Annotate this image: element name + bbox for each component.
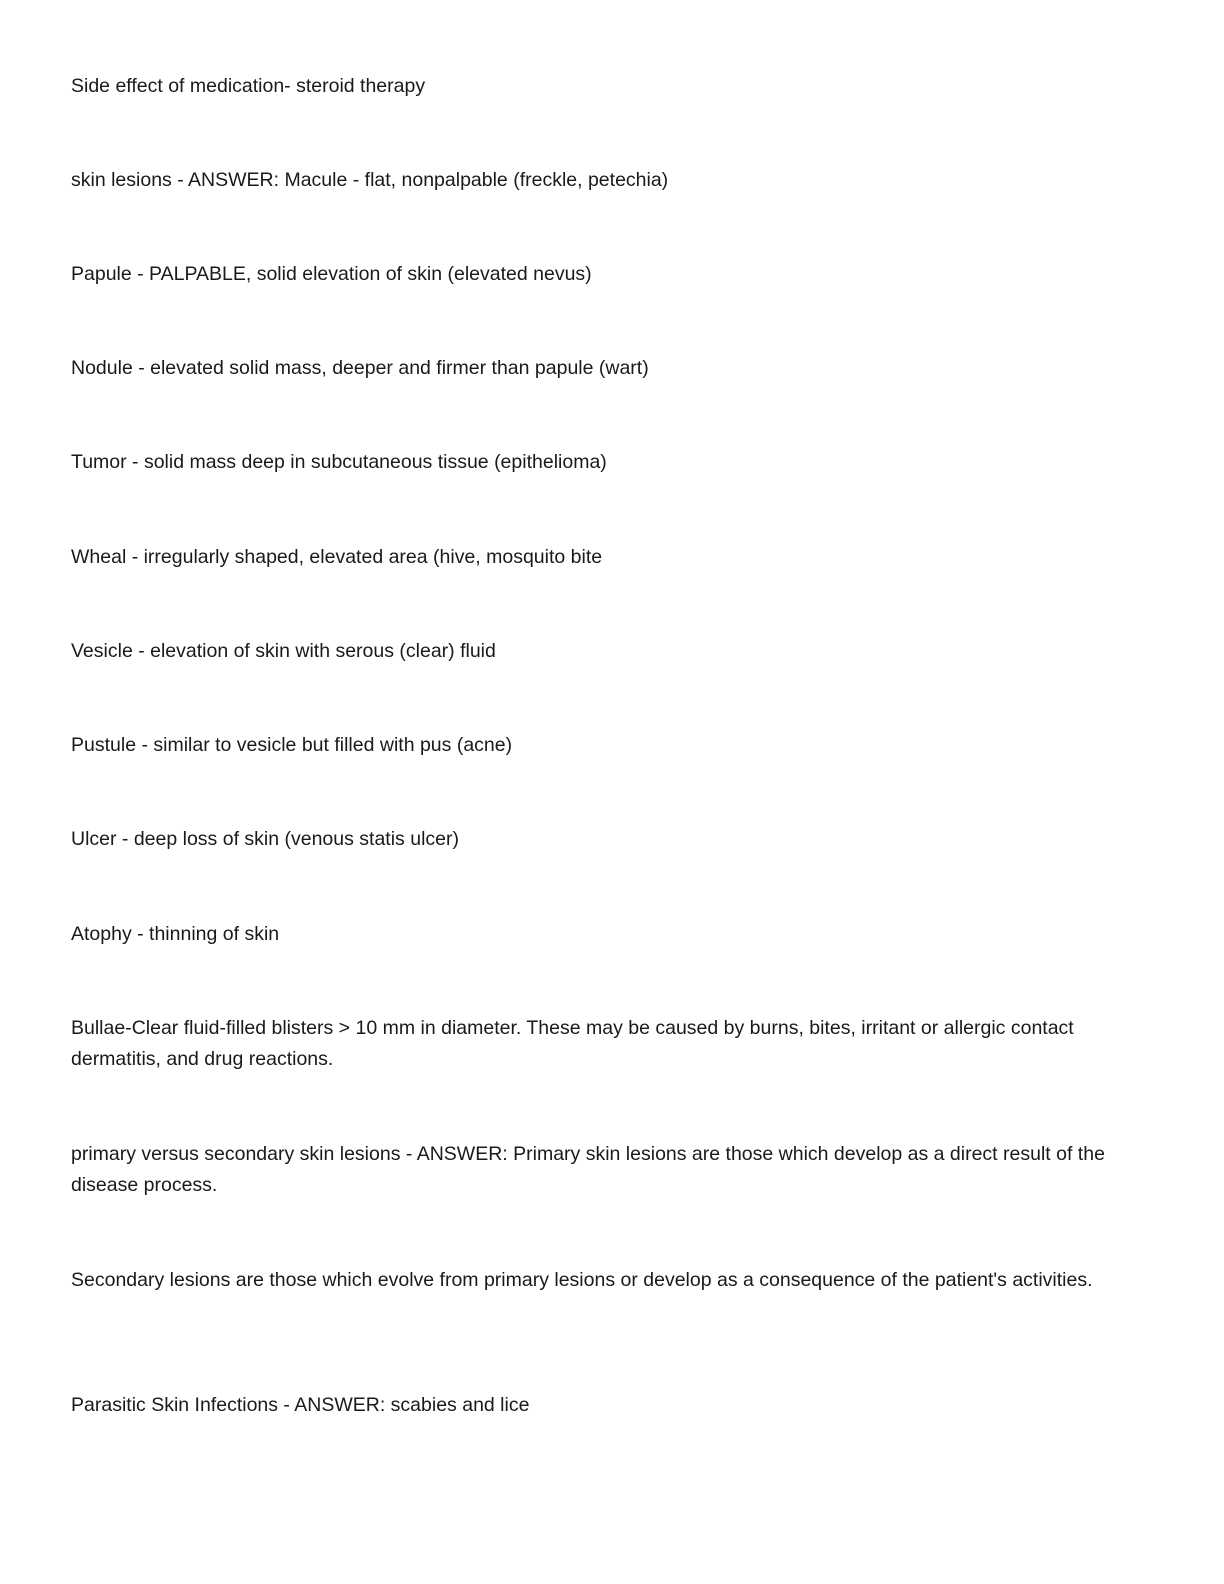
paragraph-atophy: Atophy - thinning of skin xyxy=(71,923,280,945)
paragraph-wheal: Wheal - irregularly shaped, elevated area (hive, mosquito bite xyxy=(71,546,603,568)
paragraph-nodule: Nodule - elevated solid mass, deeper and firmer than papule (wart) xyxy=(71,357,649,379)
paragraph-tumor: Tumor - solid mass deep in subcutaneous tissue (epithelioma) xyxy=(71,451,607,473)
paragraph-bullae: Bullae-Clear fluid-filled blisters > 10 mm in diameter. These may be caused by burns, bites, irritant or allergic contact dermatitis, and drug reactions. xyxy=(71,1017,1074,1070)
paragraph-vesicle: Vesicle - elevation of skin with serous (clear) fluid xyxy=(71,640,496,662)
paragraph-secondary-lesions: Secondary lesions are those which evolve from primary lesions or develop as a consequence of the patient's activities. xyxy=(71,1269,1093,1291)
paragraph-ulcer: Ulcer - deep loss of skin (venous statis ulcer) xyxy=(71,828,459,850)
paragraph-primary-vs-secondary: primary versus secondary skin lesions - ANSWER: Primary skin lesions are those which develop as a direct result of the disease process. xyxy=(71,1143,1105,1196)
paragraph-steroid-therapy: Side effect of medication- steroid therapy xyxy=(71,75,426,97)
paragraph-papule: Papule - PALPABLE, solid elevation of skin (elevated nevus) xyxy=(71,263,592,285)
paragraph-pustule: Pustule - similar to vesicle but filled with pus (acne) xyxy=(71,734,513,756)
paragraph-parasitic-infections: Parasitic Skin Infections - ANSWER: scabies and lice xyxy=(71,1394,530,1416)
paragraph-skin-lesions-macule: skin lesions - ANSWER: Macule - flat, nonpalpable (freckle, petechia) xyxy=(71,169,669,191)
